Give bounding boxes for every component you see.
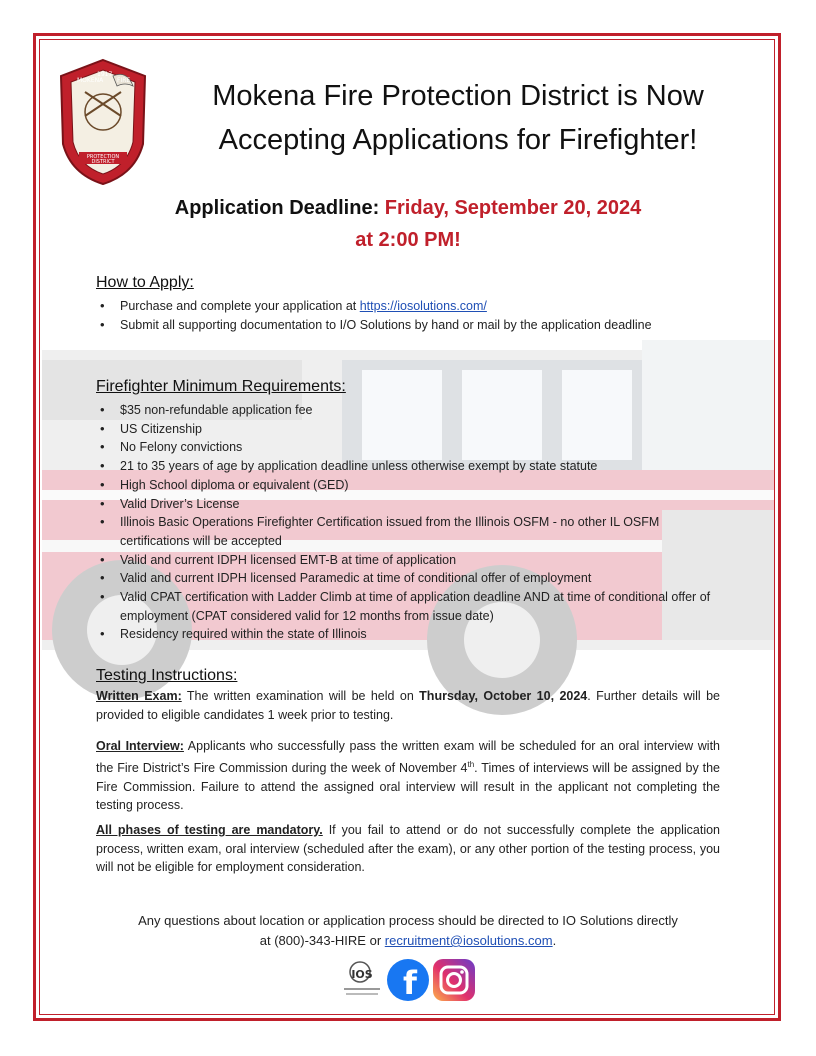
list-item: • 21 to 35 years of age by application deadline unless otherwise exempt by state statute: [96, 457, 720, 476]
deadline-date: Friday, September 20, 2024: [384, 197, 642, 219]
title-line-2: Accepting Applications for Firefighter!: [218, 124, 698, 156]
oral-interview-sup: th: [467, 759, 475, 769]
oral-interview-paragraph: [96, 737, 720, 815]
list-item: • Valid Driver’s License: [96, 495, 720, 514]
list-item: • US Citizenship: [96, 420, 720, 439]
list-item: [96, 316, 696, 335]
logo-text-district: DISTRICT: [91, 159, 115, 165]
written-exam-text-post: . Further details will be provided to eligible candidates 1 week prior to testing.: [96, 689, 720, 722]
oral-interview-label: Oral Interview:: [96, 739, 184, 753]
contact-phone-text: at (800)-343-HIRE or: [259, 933, 385, 948]
iosolutions-link[interactable]: https://iosolutions.com/: [359, 299, 487, 313]
logo-text-year: 1917: [97, 71, 113, 78]
list-item: • Illinois Basic Operations Firefighter Certification issued from the Illinois OSFM - no other IL OSFM certifications will be accepted: [96, 513, 720, 550]
ios-solutions-logo-icon[interactable]: [340, 958, 384, 1002]
list-item: • $35 non-refundable application fee: [96, 401, 720, 420]
written-exam-label: Written Exam:: [96, 689, 182, 703]
list-item: • Valid and current IDPH licensed Paramedic at time of conditional offer of employment: [96, 569, 720, 588]
list-item: • Valid CPAT certification with Ladder Climb at time of application deadline AND at time of conditional offer of employment (CPAT considered valid for 12 months from issue date): [96, 588, 720, 625]
instagram-icon[interactable]: [432, 958, 476, 1002]
how-to-apply-list: [96, 297, 696, 334]
written-exam-paragraph: [96, 687, 720, 724]
oral-interview-text-pre: Applicants who successfully pass the written exam will be scheduled for an oral interview with the Fire District’s Fire Commission during the week of November 4: [96, 739, 720, 775]
list-item: • Residency required within the state of Illinois: [96, 625, 720, 644]
contact-line-1: Any questions about location or application process should be directed to IO Solutions directly: [138, 913, 678, 928]
mandatory-label: All phases of testing are mandatory.: [96, 823, 323, 837]
apply-step-1-text: Purchase and complete your application at: [120, 299, 360, 313]
ios-logo-text: IOS: [351, 968, 373, 981]
mandatory-text: If you fail to attend or do not successfully complete the application process, written exam, oral interview (scheduled after the exam), or any other portion of the testing process, you will not be eligible for employment consideration.: [96, 823, 720, 875]
written-exam-date: Thursday, October 10, 2024: [419, 689, 588, 703]
list-item: [96, 297, 696, 316]
contact-period: .: [552, 933, 557, 948]
facebook-icon[interactable]: [386, 958, 430, 1002]
deadline-label: Application Deadline:: [174, 197, 385, 219]
deadline-time: at 2:00 PM!: [355, 229, 461, 251]
mandatory-paragraph: [96, 821, 720, 877]
list-item: • Valid and current IDPH licensed EMT-B at time of application: [96, 551, 720, 570]
list-item: • High School diploma or equivalent (GED): [96, 476, 720, 495]
page-title: [160, 74, 756, 162]
list-item: • No Felony convictions: [96, 438, 720, 457]
logo-text-mokena: MOKENA: [77, 77, 104, 84]
logo-text-fire: FIRE: [117, 77, 131, 84]
requirements-list: [96, 401, 720, 644]
requirements-heading: Firefighter Minimum Requirements:: [96, 378, 346, 395]
written-exam-text-pre: The written examination will be held on: [181, 689, 420, 703]
title-line-1: Mokena Fire Protection District is Now: [212, 80, 704, 112]
contact-info: [96, 911, 720, 951]
fire-district-badge-icon: [55, 56, 151, 188]
logo-text-protection: PROTECTION: [86, 154, 120, 160]
application-deadline: [120, 192, 696, 256]
recruitment-email-link[interactable]: recruitment@iosolutions.com: [384, 933, 553, 948]
facebook-letter: f: [403, 964, 417, 1002]
oral-interview-text-post: . Times of interviews will be assigned by the Fire Commission. Failure to attend the assigned oral interview will result in the applicant not completing the testing process.: [96, 760, 720, 813]
how-to-apply-heading: How to Apply:: [96, 274, 194, 291]
testing-heading: Testing Instructions:: [96, 667, 238, 684]
apply-step-2-text: Submit all supporting documentation to I/O Solutions by hand or mail by the application deadline: [120, 317, 652, 332]
